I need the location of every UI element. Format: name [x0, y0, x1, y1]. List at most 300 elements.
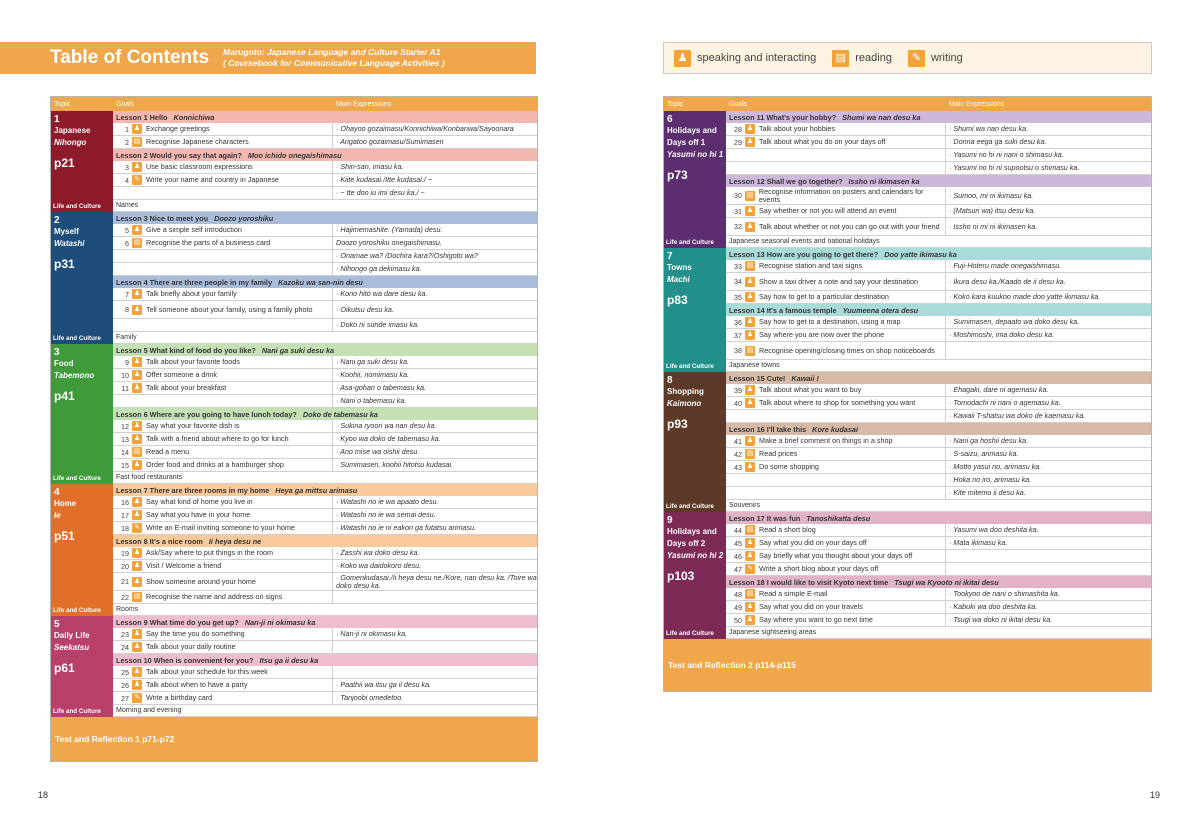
- unit-number: 4: [54, 487, 60, 498]
- unit-japanese-title: Yasumi no hi 1: [667, 150, 724, 159]
- goal-number: 33: [734, 261, 742, 271]
- header-expr: Main Expressions: [949, 101, 1005, 108]
- expression-cell: [333, 288, 537, 301]
- expression-text: · (Matsuri wa) itsu desu ka.: [949, 206, 1036, 215]
- expression-cell: [946, 474, 1151, 487]
- table-header: [664, 97, 1151, 111]
- lesson-japanese-title: Kore kudasai: [812, 425, 858, 434]
- speaking-icon: ♟: [746, 138, 754, 145]
- unit-number: 6: [667, 114, 673, 125]
- expression-cell: [333, 250, 537, 263]
- lesson-japanese-title: Kazoku wa san-nin desu: [278, 278, 363, 287]
- unit-page-ref: p83: [667, 293, 688, 307]
- expression-cell: [946, 273, 1151, 291]
- goal-cell: [113, 319, 333, 332]
- unit-panel: [664, 372, 726, 500]
- lesson-title-row: [113, 276, 537, 288]
- unit-japanese-title: Nihongo: [54, 138, 87, 147]
- expression-text: · Koohii, nomimasu ka.: [336, 370, 410, 379]
- expression-text: · Fuji-Hoteru made onegaishimasu.: [949, 261, 1062, 270]
- reading-icon: ▤: [133, 593, 141, 600]
- lesson-title: Lesson 3 Nice to meet you: [116, 214, 209, 223]
- expression-text: · Ano mise wa oishii desu.: [336, 447, 420, 456]
- unit-number: 7: [667, 251, 673, 262]
- expression-text: Doozo yoroshiku onegaishimasu.: [336, 238, 442, 247]
- goal-text: Do some shopping: [759, 462, 819, 471]
- expression-cell: [333, 263, 537, 276]
- speaking-icon: ♟: [133, 290, 141, 297]
- goal-text: Say how to get to a particular destination: [759, 292, 889, 301]
- speaking-icon: ♟: [746, 277, 754, 285]
- expression-text: · Kono hito wa dare desu ka.: [336, 289, 428, 298]
- expression-cell: [946, 316, 1151, 329]
- expression-text: · Watashi no ie wa apaato desu.: [336, 497, 439, 506]
- lesson-title-row: [726, 423, 1151, 435]
- expression-text: · Yasumi wa doo deshita ka.: [949, 525, 1039, 534]
- speaking-icon: ♟: [133, 125, 141, 132]
- banner-subtitle-line-1: Marugoto: Japanese Language and Culture Starter A1: [223, 47, 441, 57]
- speaking-icon: ♟: [746, 539, 754, 546]
- goal-number: 35: [734, 292, 742, 302]
- lesson-japanese-title: Nan-ji ni okimasu ka: [244, 618, 316, 627]
- expression-text: · ~ tte doo iu imi desu ka./ ~: [336, 188, 425, 197]
- goal-number: 10: [121, 370, 129, 380]
- goal-text: Recognise the name and address on signs: [146, 592, 283, 601]
- goal-cell: [113, 136, 333, 149]
- expression-cell: [333, 161, 537, 174]
- header-goals: Goals: [116, 101, 135, 108]
- goal-number: 39: [734, 385, 742, 395]
- speaking-icon: ♟: [133, 226, 141, 233]
- expression-cell: [333, 547, 537, 560]
- expression-text: · Moshimoshi, ima doko desu ka.: [949, 330, 1055, 339]
- lesson-title: Lesson 12 Shall we go together?: [729, 177, 843, 186]
- expression-cell: [333, 679, 537, 692]
- test-reflection-bar: Test and Reflection 2 p114-p115: [664, 639, 1151, 691]
- lesson-japanese-title: Yuumeena otera desu: [842, 306, 919, 315]
- goal-text: Talk about your schedule for this week: [146, 667, 268, 676]
- goal-cell: [113, 459, 333, 472]
- goal-text: Write a short blog about your days off: [759, 564, 879, 573]
- life-culture-label: Life and Culture: [51, 472, 113, 484]
- goal-text: Ask/Say where to put things in the room: [146, 548, 274, 557]
- expression-cell: [946, 524, 1151, 537]
- goal-cell: [113, 420, 333, 433]
- goal-number: 11: [121, 383, 129, 393]
- goal-number: 24: [121, 642, 129, 652]
- reading-icon: ▤: [746, 526, 754, 533]
- speaking-icon: ♟: [746, 616, 754, 623]
- goal-number: 16: [121, 497, 129, 507]
- expression-cell: [333, 420, 537, 433]
- lesson-title-row: [113, 616, 537, 628]
- lesson-title: Lesson 9 What time do you get up?: [116, 618, 239, 627]
- speaking-icon: ♟: [133, 630, 141, 637]
- expression-cell: [946, 537, 1151, 550]
- expression-cell: [946, 550, 1151, 563]
- lesson-japanese-title: Moo ichido onegaishimasu: [247, 151, 342, 160]
- expression-cell: [946, 136, 1151, 149]
- goal-number: 48: [734, 589, 742, 599]
- writing-icon: ✎: [132, 693, 142, 703]
- unit-number: 1: [54, 114, 60, 125]
- goal-cell: [113, 237, 333, 250]
- goal-text: Recognise opening/closing times on shop noticeboards: [759, 345, 935, 355]
- unit-title: Holidays and Days off 2: [667, 527, 717, 548]
- page-number-left: 18: [38, 790, 49, 800]
- banner-subtitle-line-2: ( Coursebook for Communicative Language Activities ): [223, 58, 445, 68]
- expression-cell: [946, 435, 1151, 448]
- writing-icon: ✎: [132, 175, 142, 185]
- life-culture-topic: Japanese sightseeing areas: [726, 627, 1151, 639]
- goal-cell: [726, 123, 946, 136]
- goal-text: Say what you did on your travels: [759, 602, 863, 611]
- speaking-icon: ♟: [133, 305, 141, 313]
- lesson-japanese-title: Doo yatte ikimasu ka: [884, 250, 957, 259]
- goal-cell: [113, 356, 333, 369]
- goal-cell: [726, 524, 946, 537]
- lesson-title-row: [726, 304, 1151, 316]
- goal-number: 4: [125, 175, 129, 185]
- goal-text: Recognise station and taxi signs: [759, 261, 863, 270]
- lesson-title-row: [113, 484, 537, 496]
- goal-cell: [113, 174, 333, 187]
- goal-number: 28: [734, 124, 742, 134]
- unit-panel: [51, 212, 113, 332]
- goal-text: Say briefly what you thought about your days off: [759, 551, 913, 560]
- goal-text: Recognise information on posters and calendars for events: [758, 187, 924, 204]
- goal-cell: [113, 496, 333, 509]
- life-culture-topic: Japanese seasonal events and national holidays: [726, 236, 1151, 248]
- goal-text: Read a short blog: [759, 525, 816, 534]
- goal-cell: [726, 474, 946, 487]
- expression-cell: [946, 461, 1151, 474]
- goal-number: 45: [734, 538, 742, 548]
- lesson-japanese-title: Heya ga mittsu arimasu: [275, 486, 358, 495]
- lesson-title-row: [726, 576, 1151, 588]
- expression-cell: [333, 446, 537, 459]
- lesson-japanese-title: Konnichiwa: [173, 113, 215, 122]
- expression-text: · Nani o tabemasu ka.: [336, 396, 407, 405]
- unit-japanese-title: Tabemono: [54, 371, 95, 380]
- goal-number: 29: [734, 137, 742, 147]
- lesson-title: Lesson 7 There are three rooms in my home: [116, 486, 270, 495]
- goal-number: 25: [121, 667, 129, 677]
- goal-cell: [113, 679, 333, 692]
- goal-number: 43: [734, 462, 742, 472]
- goal-number: 46: [734, 551, 742, 561]
- goal-cell: [726, 614, 946, 627]
- header-topic: Topic: [54, 101, 71, 108]
- expression-cell: [946, 601, 1151, 614]
- expression-cell: [333, 496, 537, 509]
- goal-number: 19: [121, 548, 129, 558]
- goal-cell: [726, 550, 946, 563]
- expression-text: · Kiite kudasai./Itte kudasai./ ~: [336, 175, 433, 184]
- unit-japanese-title: Yasumi no hi 2: [667, 551, 724, 560]
- expression-text: · Kawaii T-shatsu wa doko de kaemasu ka.: [949, 411, 1086, 420]
- icon-legend: [663, 42, 1152, 74]
- goal-cell: [726, 397, 946, 410]
- goal-text: Say what you have in your home: [146, 510, 251, 519]
- lesson-title-row: [113, 344, 537, 356]
- goal-cell: [113, 522, 333, 535]
- unit-page-ref: p21: [54, 156, 75, 170]
- goal-text: Talk about when to have a party: [146, 680, 248, 689]
- goal-number: 42: [734, 449, 742, 459]
- goal-number: 40: [734, 398, 742, 408]
- goal-text: Say how to get to a destination, using a map: [759, 317, 901, 326]
- test-reflection-bar: Test and Reflection 1 p71-p72: [51, 717, 537, 761]
- lesson-title: Lesson 15 Cute!: [729, 374, 786, 383]
- goal-cell: [726, 448, 946, 461]
- expression-cell: [946, 162, 1151, 175]
- lesson-title: Lesson 13 How are you going to get there?: [729, 250, 879, 259]
- goal-number: 6: [125, 238, 129, 248]
- goal-cell: [113, 263, 333, 276]
- unit-japanese-title: Ie: [54, 511, 61, 520]
- unit-title: Japanese: [54, 126, 91, 135]
- expression-text: · Tsugi wa doko ni ikitai desu ka.: [949, 615, 1053, 624]
- expression-cell: [946, 487, 1151, 500]
- expression-cell: [333, 628, 537, 641]
- speaking-icon: ♟: [746, 399, 754, 406]
- expression-text: · Koko kara kuukoo made doo yatte ikimasu ka.: [949, 292, 1101, 301]
- speaking-icon: ♟: [133, 384, 141, 391]
- expression-cell: [333, 382, 537, 395]
- goal-number: 31: [734, 206, 742, 216]
- goal-text: Show a taxi driver a note and say your destination: [759, 276, 919, 286]
- goal-cell: [726, 537, 946, 550]
- expression-cell: [333, 591, 537, 604]
- header-expr: Main Expressions: [336, 101, 392, 108]
- expression-text: · Sumimasen, depaato wa doko desu ka.: [949, 317, 1080, 326]
- expression-cell: [333, 573, 537, 591]
- speaking-icon: ♟: [746, 386, 754, 393]
- reading-icon: ▤: [746, 262, 754, 269]
- expression-text: · Oikutsu desu ka.: [336, 304, 394, 314]
- goal-number: 12: [121, 421, 129, 431]
- speaking-icon: ♟: [746, 125, 754, 132]
- speaking-icon: ♟: [746, 293, 754, 300]
- expression-cell: [333, 187, 537, 200]
- lesson-title-row: [726, 175, 1151, 187]
- life-culture-label: Life and Culture: [51, 705, 113, 717]
- goal-cell: [726, 187, 946, 205]
- goal-cell: [113, 641, 333, 654]
- unit-japanese-title: Seekatsu: [54, 643, 90, 652]
- goal-cell: [726, 563, 946, 576]
- expression-cell: [946, 149, 1151, 162]
- life-culture-topic: Souvenirs: [726, 500, 1151, 512]
- unit-page-ref: p51: [54, 529, 75, 543]
- goal-text: Talk about where to shop for something you want: [759, 398, 916, 407]
- expression-text: · Shumi wa nan desu ka.: [949, 124, 1029, 133]
- unit-title: Daily Life: [54, 631, 90, 640]
- expression-text: · Ikura desu ka./Kaado de ii desu ka.: [949, 276, 1066, 286]
- expression-cell: [333, 692, 537, 705]
- goal-text: Tell someone about your family, using a family photo: [146, 304, 313, 314]
- unit-title: Home: [54, 499, 77, 508]
- lesson-title: Lesson 4 There are three people in my family: [116, 278, 273, 287]
- goal-number: 36: [734, 317, 742, 327]
- goal-number: 1: [125, 124, 129, 134]
- legend-writing-label: writing: [930, 52, 963, 64]
- goal-number: 17: [121, 510, 129, 520]
- lesson-japanese-title: Ii heya desu ne: [208, 537, 262, 546]
- goal-cell: [726, 384, 946, 397]
- unit-number: 2: [54, 215, 60, 226]
- goal-number: 18: [121, 523, 129, 533]
- expression-text: · Doko ni sunde imasu ka.: [336, 320, 420, 329]
- unit-page-ref: p31: [54, 257, 75, 271]
- lesson-title-row: [113, 408, 537, 420]
- lesson-title: Lesson 10 When is convenient for you?: [116, 656, 254, 665]
- goal-number: 50: [734, 615, 742, 625]
- goal-cell: [113, 692, 333, 705]
- expression-text: · Gomenkudasai./Ii heya desu ne./Kore, nan desu ka. /Toire wa doko desu ka.: [336, 573, 537, 590]
- goal-text: Give a simple self introduction: [146, 225, 242, 234]
- speaking-icon: ♟: [133, 668, 141, 675]
- goal-text: Use basic classroom expressions: [146, 162, 253, 171]
- goal-text: Talk about your hobbies: [759, 124, 835, 133]
- speaking-icon: ♟: [133, 163, 141, 170]
- goal-text: Visit / Welcome a friend: [146, 561, 222, 570]
- unit-page-ref: p41: [54, 389, 75, 403]
- unit-title: Food: [54, 359, 74, 368]
- lesson-title: Lesson 2 Would you say that again?: [116, 151, 242, 160]
- expression-text: · Sukina ryoori wa nan desu ka.: [336, 421, 437, 430]
- goal-text: Say the time you do something: [146, 629, 245, 638]
- life-culture-topic: Fast food restaurants: [113, 472, 537, 484]
- goal-cell: [113, 288, 333, 301]
- lesson-japanese-title: Tsugi wa Kyooto ni ikitai desu: [894, 578, 999, 587]
- goal-number: 22: [121, 592, 129, 602]
- expression-cell: [333, 459, 537, 472]
- speaking-icon: ♟: [746, 437, 754, 444]
- goal-number: 47: [734, 564, 742, 574]
- life-culture-topic: Family: [113, 332, 537, 344]
- unit-japanese-title: Kaimono: [667, 399, 702, 408]
- expression-cell: [946, 384, 1151, 397]
- reading-icon: ▤: [746, 590, 754, 597]
- goal-text: Read a menu: [146, 447, 190, 456]
- page-number-right: 19: [1150, 790, 1161, 800]
- lesson-title: Lesson 6 Where are you going to have lunch today?: [116, 410, 297, 419]
- lesson-title: Lesson 17 It was fun: [729, 514, 801, 523]
- life-culture-label: Life and Culture: [51, 332, 113, 344]
- speaking-icon: ♟: [133, 681, 141, 688]
- reading-icon: ▤: [133, 138, 141, 145]
- life-culture-label: Life and Culture: [664, 236, 726, 248]
- unit-number: 5: [54, 619, 60, 630]
- expression-cell: [946, 260, 1151, 273]
- lesson-title: Lesson 5 What kind of food do you like?: [116, 346, 256, 355]
- expression-text: · Motto yasui no, arimasu ka.: [949, 462, 1042, 471]
- goal-cell: [726, 291, 946, 304]
- speaking-icon: ♟: [674, 50, 691, 67]
- goal-number: 9: [125, 357, 129, 367]
- life-culture-label: Life and Culture: [51, 200, 113, 212]
- goal-number: 30: [733, 191, 742, 200]
- reading-icon: ▤: [832, 50, 849, 67]
- speaking-icon: ♟: [746, 318, 754, 325]
- expression-text: · Issho ni mi ni ikimasen ka.: [949, 221, 1038, 231]
- expression-cell: [333, 641, 537, 654]
- goal-text: Make a brief comment on things in a shop: [759, 436, 893, 445]
- expression-text: · Nan-ji ni okimasu ka.: [336, 629, 408, 638]
- speaking-icon: ♟: [133, 643, 141, 650]
- goal-number: 8: [125, 305, 129, 314]
- goal-number: 34: [734, 277, 742, 286]
- expression-cell: [333, 433, 537, 446]
- goal-number: 32: [734, 222, 742, 231]
- goal-number: 13: [121, 434, 129, 444]
- goal-cell: [726, 487, 946, 500]
- speaking-icon: ♟: [133, 498, 141, 505]
- expression-text: · Mata ikimasu ka.: [949, 538, 1008, 547]
- lesson-title-row: [113, 212, 537, 224]
- expression-cell: [333, 136, 537, 149]
- goal-text: Recognise the parts of a business card: [146, 238, 271, 247]
- goal-text: Recognise Japanese characters: [146, 137, 249, 146]
- expression-text: · Ohayoo gozaimasu/Konnichiwa/Konbanwa/Sayoonara: [336, 124, 514, 133]
- life-culture-topic: Morning and evening: [113, 705, 537, 717]
- lesson-title-row: [113, 111, 537, 123]
- goal-cell: [726, 435, 946, 448]
- goal-number: 7: [125, 289, 129, 299]
- unit-panel: [664, 111, 726, 236]
- expression-text: · Tanjoobi omedetoo.: [336, 693, 404, 702]
- goal-cell: [726, 601, 946, 614]
- speaking-icon: ♟: [133, 461, 141, 468]
- unit-title: Shopping: [667, 387, 704, 396]
- table-header: [51, 97, 537, 111]
- lesson-title-row: [113, 149, 537, 161]
- expression-cell: [946, 614, 1151, 627]
- life-culture-label: Life and Culture: [664, 627, 726, 639]
- goal-text: Say what you did on your days off: [759, 538, 867, 547]
- goal-cell: [726, 316, 946, 329]
- expression-text: · Watashi no ie wa semai desu.: [336, 510, 436, 519]
- goal-number: 23: [121, 629, 129, 639]
- unit-panel: [51, 616, 113, 705]
- banner-subtitle: [223, 47, 445, 69]
- lesson-title: Lesson 1 Hello: [116, 113, 168, 122]
- reading-icon: ▤: [746, 191, 754, 199]
- writing-icon: ✎: [908, 50, 925, 67]
- goal-text: Read a simple E-mail: [759, 589, 828, 598]
- expression-text: · S-saizu, arimasu ka.: [949, 449, 1019, 458]
- expression-text: · Sumimasen, koohii hitotsu kudasai.: [336, 460, 454, 469]
- expression-cell: [946, 329, 1151, 342]
- goal-number: 2: [125, 137, 129, 147]
- goal-cell: [113, 301, 333, 319]
- speaking-icon: ♟: [746, 331, 754, 338]
- unit-page-ref: p61: [54, 661, 75, 675]
- lesson-title-row: [726, 111, 1151, 123]
- goal-cell: [726, 588, 946, 601]
- unit-panel: [51, 111, 113, 200]
- expression-text: · Nihongo ga dekimasu ka.: [336, 264, 422, 273]
- speaking-icon: ♟: [133, 511, 141, 518]
- expression-text: · Zasshi wa doko desu ka.: [336, 548, 420, 557]
- page-title: Table of Contents: [50, 47, 210, 68]
- expression-cell: [333, 395, 537, 408]
- lesson-title: Lesson 8 It's a nice room: [116, 537, 203, 546]
- unit-title: Myself: [54, 227, 79, 236]
- unit-title: Holidays and Days off 1: [667, 126, 717, 147]
